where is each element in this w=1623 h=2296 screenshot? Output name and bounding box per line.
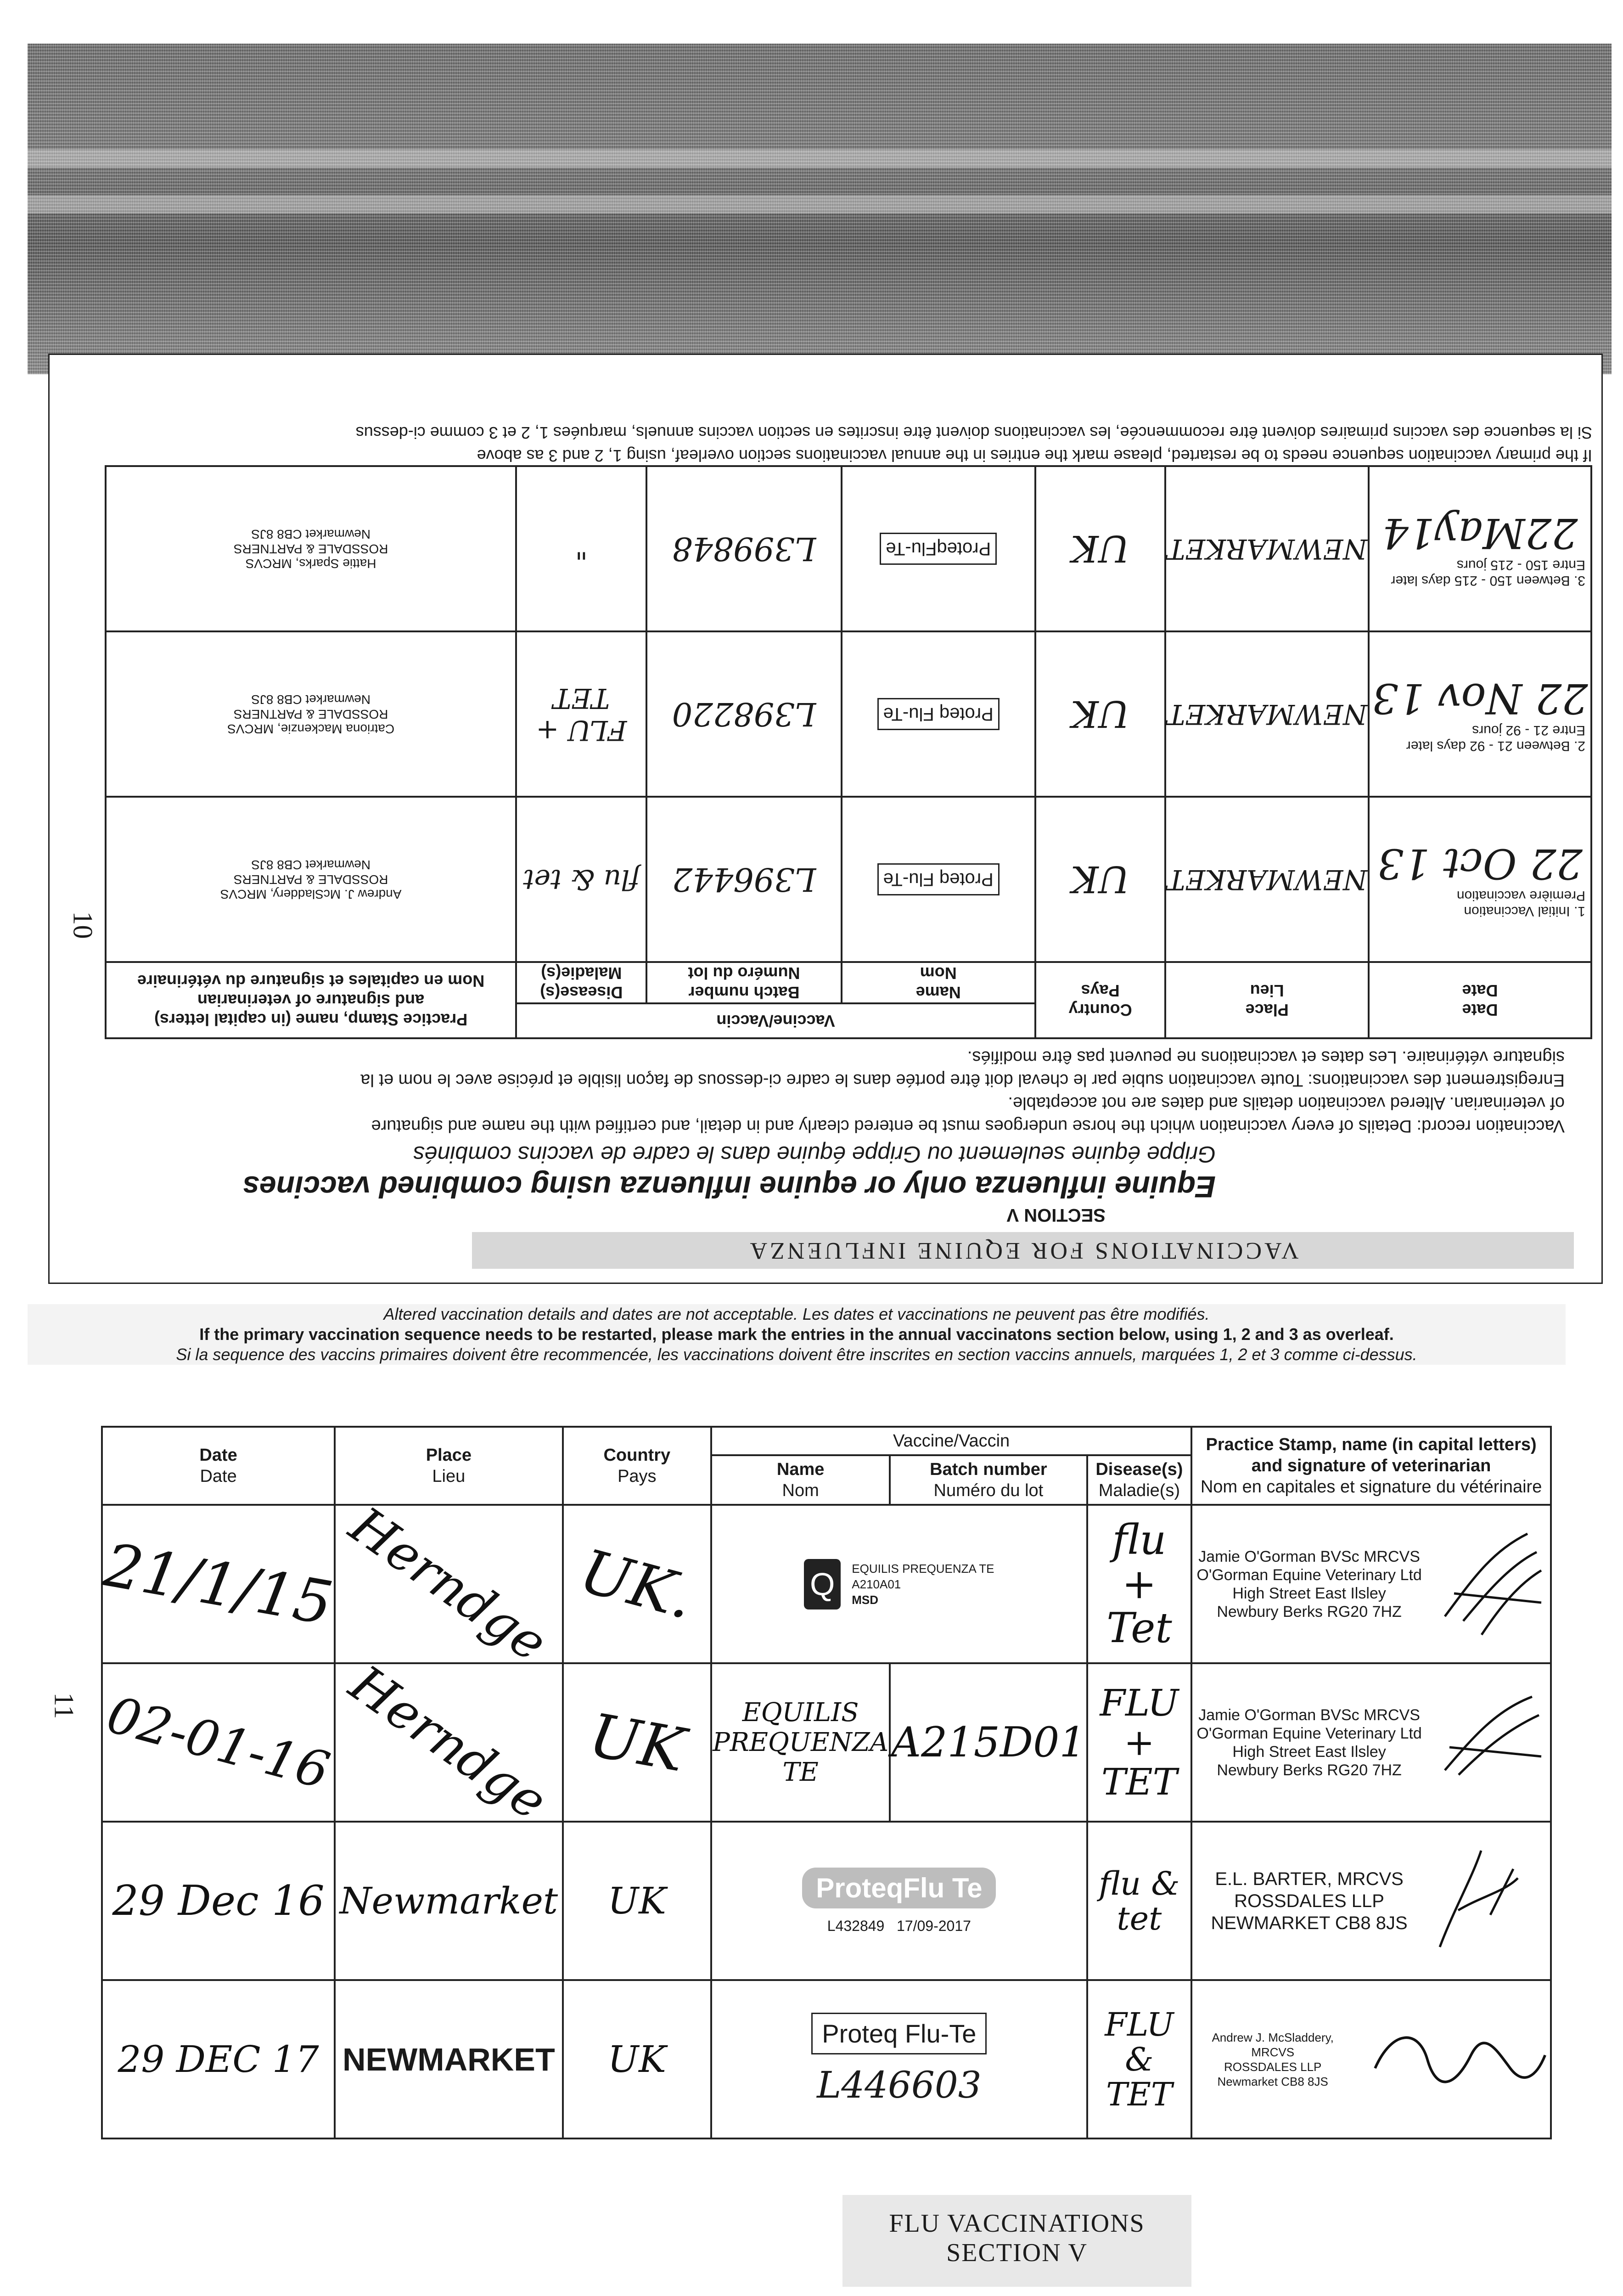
stamp-line: Catriona Mackenzie, MRCVS [227,722,395,736]
flip-cell-stamp [106,466,516,631]
stamp-line: Hattie Sparks, MRCVS [245,557,376,571]
flip-cell-batch: L399848 [646,466,841,631]
header-text: Lieu [432,1467,466,1486]
cell-disease: flu + Tet [1087,1505,1192,1663]
vaccination-table [101,1426,1552,2139]
vet-stamp [1196,1706,1421,1779]
row-label-text: Entre 150 - 215 jours [1456,557,1585,573]
flipped-section-label: SECTION V [1006,1205,1106,1225]
row-label [1370,888,1590,919]
flip-cell-name [842,631,1035,797]
table-row [102,1822,1551,1980]
stamp-line: Newbury Berks RG20 7HZ [1217,1761,1402,1779]
stamp-line: O'Gorman Equine Veterinary Ltd [1196,1566,1422,1584]
row-label-text: Première vaccination [1456,888,1585,904]
cell-country: UK [563,1822,712,1980]
stamp-line: Newmarket CB8 8JS [251,858,371,872]
row-label-text: Entre 21 - 92 jours [1472,723,1585,738]
notice-line: Altered vaccination details and dates are not acceptable. Les dates et vaccinations ne peuvent pas être modifiés. [383,1305,1210,1323]
vaccine-sticker: Proteq Flu-Te [877,698,1000,731]
flip-col-date [1369,962,1591,1038]
flip-cell-country: UK [1035,631,1166,797]
header-text: Batch number [688,983,800,1002]
stamp-line: Newbury Berks RG20 7HZ [1217,1603,1402,1621]
flip-col-place [1165,962,1369,1038]
flip-col-country [1035,962,1166,1038]
flip-cell-date [1369,797,1591,962]
vet-stamp-block [1193,2000,1550,2119]
header-text: Practice Stamp, name (in capital letters) [1206,1435,1537,1454]
flip-col-batch [646,962,841,1003]
cell-batch: L446603 [817,2063,982,2106]
footer-section-label [842,2195,1191,2287]
flip-cell-disease: flu & tet [516,797,646,962]
footer-line: FLU VACCINATIONS [889,2209,1145,2238]
sticker-text [852,1561,994,1608]
header-text: Pays [1081,981,1120,1000]
flip-cell-country: UK [1035,466,1166,631]
stamp-line: Newmarket CB8 8JS [251,692,371,707]
header-text: Nom en capitales et signature du vétérinaire [137,972,485,990]
header-text: Practice Stamp, name (in capital letters) [154,1010,468,1029]
stamp-line: ROSSDALES LLP [1224,2060,1322,2074]
header-text: Nom [782,1481,819,1500]
cell-place: Herndge [310,1612,588,1873]
vaccine-label-sticker [713,1559,1086,1609]
cell-disease: FLU + TET [1087,1663,1192,1822]
table-row [102,1663,1551,1822]
page-number-11: 11 [49,1692,79,1719]
stamp-line: Andrew J. McSladdery, MRCVS [1212,2030,1334,2059]
stamp-line: Jamie O'Gorman BVSc MRCVS [1198,1548,1420,1565]
cell-name: EQUILIS PREQUENZA TE [711,1663,890,1822]
vaccination-notices [28,1304,1566,1365]
cell-stamp [1191,1663,1551,1822]
cell-country: UK [563,1980,712,2138]
flip-cell-disease: " [516,466,646,631]
cell-place: Newmarket [335,1822,562,1980]
table-row [102,1505,1551,1663]
flipped-instruction: Enregistrement des vaccinations: Toute vaccination subie par le cheval doit être portée dans le cadre ci-dessous de façon lisible et précise avec le nom et la [360,1070,1565,1090]
sticker-batch: A210A01 [852,1577,901,1591]
stamp-line: Newmarket CB8 8JS [1217,2074,1328,2088]
flip-cell-date [1369,631,1591,797]
header-text: Place [426,1446,472,1465]
flipped-section-header: VACCINATIONS FOR EQUINE INFLUENZA [472,1232,1574,1269]
flip-col-stamp [106,962,516,1038]
flipped-page-10 [48,354,1603,1284]
sticker-batch-expiry [713,1918,1086,1935]
cell-stamp [1191,1505,1551,1663]
header-text: Place [1245,1001,1289,1019]
hw-date: 22 Nov 13 [1372,674,1588,723]
header-text: Disease(s) [540,983,623,1002]
cell-vaccine-sticker [711,1822,1087,1980]
cell-stamp [1191,1980,1551,2138]
scanned-background-band [28,44,1612,374]
flipped-instruction: Vaccination record: Details of every vaccination which the horse undergoes must be entered clearly and in detail, and certified with the name and signature [371,1116,1565,1136]
vet-stamp-block [1193,1841,1550,1961]
flip-cell-place: NEWMARKET [1165,466,1369,631]
cell-date: 29 DEC 17 [102,1980,335,2138]
header-text: Date [1462,1001,1498,1019]
header-text: Country [1068,1001,1132,1019]
stamp-line: High Street East Ilsley [1232,1743,1386,1761]
notice-line: Si la sequence des vaccins primaires doivent être recommencée, les vaccinations doivent être inscrites en section vaccins annuels, marquées 1, 2 et 3 comme ci-dessus. [176,1345,1417,1364]
flipped-section-title: Equine influenza only or equine influenza using combined vaccines [242,1170,1216,1204]
page-number-10: 10 [67,911,98,939]
signature-icon [1436,1525,1546,1644]
header-text: Country [603,1446,671,1465]
stamp-line: High Street East Ilsley [1232,1584,1386,1602]
vet-stamp-block [1193,1683,1550,1802]
header-text: Date [200,1467,237,1486]
header-text: Date [1462,981,1498,1000]
vet-stamp [1196,1548,1421,1621]
sticker-batch: L432849 [827,1917,885,1934]
stamp-line: ROSSDALE & PARTNERS [233,872,388,887]
header-text: Maladie(s) [541,964,622,983]
stamp-line: Jamie O'Gorman BVSc MRCVS [1198,1706,1420,1724]
col-batch [890,1455,1087,1505]
cell-disease: flu & tet [1087,1822,1192,1980]
header-text: Pays [618,1467,657,1486]
stamp-line: Newmarket CB8 8JS [251,527,371,541]
notice-line: If the primary vaccination sequence needs to be restarted, please mark the entries in the annual vaccinatons section below, using 1, 2 and 3 as overleaf. [199,1325,1394,1344]
header-text: Nom [920,964,957,983]
header-text: Name [776,1460,825,1479]
col-stamp [1191,1427,1551,1505]
stamp-line: NEWMARKET CB8 8JS [1211,1913,1408,1933]
signature-icon [1436,1683,1546,1802]
cell-country: UK [550,1652,724,1834]
header-text: Lieu [1250,981,1284,1000]
flip-cell-name [842,797,1035,962]
vaccine-sticker: Proteq Flu-Te [811,2013,987,2054]
cell-vaccine-sticker [711,1980,1087,2138]
flip-table-row [106,466,1591,631]
header-text: Numéro du lot [933,1481,1044,1500]
cell-disease: FLU & TET [1087,1980,1192,2138]
cell-batch: A215D01 [890,1663,1087,1822]
vet-stamp [1211,1868,1407,1934]
cell-date: 02-01-16 [85,1636,351,1849]
flipped-instruction: signature vétérinaire. Les dates et vaccinations ne peuvent pas être modifiés. [967,1047,1565,1067]
col-vaccine: Vaccine/Vaccin [711,1427,1191,1455]
proteqflu-logo-sticker: ProteqFlu Te [802,1868,996,1908]
row-label-text: 1. Initial Vaccination [1464,904,1585,919]
flip-cell-disease: FLU + TET [516,631,646,797]
sticker-brand: MSD [852,1593,879,1607]
flip-cell-stamp [106,631,516,797]
footer-line: SECTION V [946,2239,1088,2267]
flip-cell-place: NEWMARKET [1165,797,1369,962]
header-text: and signature of veterinarian [1251,1456,1491,1475]
flip-table-row [106,797,1591,962]
vaccine-sticker: ProteqFlu-Te [880,533,997,565]
signature-icon [1421,1841,1532,1961]
header-text: Batch number [930,1460,1047,1479]
header-text: and signature of veterinarian [197,991,425,1010]
row-label-text: 3. Between 150 - 215 days later [1391,573,1585,589]
flip-col-name [842,962,1035,1003]
stamp-line: Andrew J. McSladdery, MRCVS [220,887,402,901]
table-row [102,1980,1551,2138]
flipped-section-subtitle: Grippe équine seulement ou Grippe équine dans le cadre de vaccins combinés [413,1142,1216,1167]
flip-col-vaccine: Vaccine/Vaccin [516,1003,1035,1038]
stamp-line: ROSSDALES LLP [1234,1891,1384,1911]
flipped-footer-note: If the primary vaccination sequence needs to be restarted, please mark the entries in the annual vaccinations section overleaf, using 1, 2 and 3 as above [477,446,1592,465]
sticker-expiry: 17/09-2017 [897,1917,971,1934]
hw-date: 22May14 [1382,509,1578,557]
cell-place: NEWMARKET [335,1980,562,2138]
header-text: Maladie(s) [1098,1481,1180,1500]
flip-cell-stamp [106,797,516,962]
equilis-logo-icon: Q [804,1559,841,1609]
cell-date: 29 Dec 16 [102,1822,335,1980]
flip-cell-date [1369,466,1591,631]
flip-cell-country: UK [1035,797,1166,962]
cell-vaccine-sticker [711,1505,1087,1663]
flipped-vaccination-table [105,465,1592,1039]
hw-date: 22 Oct 13 [1377,839,1583,888]
flip-cell-name [842,466,1035,631]
cell-place: Herndge [310,1454,588,1714]
vet-stamp-block [1193,1525,1550,1644]
cell-country: UK. [545,1488,729,1680]
cell-stamp [1191,1822,1551,1980]
header-text: Nom en capitales et signature du vétérinaire [1200,1477,1542,1497]
stamp-line: O'Gorman Equine Veterinary Ltd [1196,1724,1422,1742]
row-label-text: 2. Between 21 - 92 days later [1406,738,1585,754]
stamp-line: ROSSDALE & PARTNERS [233,707,388,721]
header-text: Date [199,1446,237,1465]
flip-cell-batch: L398220 [646,631,841,797]
stamp-line: ROSSDALE & PARTNERS [233,542,388,556]
header-text: Disease(s) [1095,1460,1183,1479]
flip-table-row [106,631,1591,797]
flipped-footer-note: Si la sequence des vaccins primaires doivent être recommencée, les vaccinations doivent être inscrites en section vaccins annuels, marquées 1, 2 et 3 comme ci-dessus [355,423,1592,442]
col-name [711,1455,890,1505]
header-text: Name [915,983,961,1002]
row-label [1370,723,1590,754]
signature-icon [1366,2000,1550,2119]
vaccine-sticker: Proteq Flu-Te [877,864,1000,896]
scan-stripe [28,149,1612,168]
flip-col-disease [516,962,646,1003]
col-disease [1087,1455,1192,1505]
flip-cell-place: NEWMARKET [1165,631,1369,797]
cell-date: 21/1/15 [90,1486,347,1683]
flipped-instruction: of veterinarian. Altered vaccination details and dates are not acceptable. [1008,1093,1565,1113]
stamp-line: E.L. BARTER, MRCVS [1215,1868,1404,1889]
scan-stripe [28,195,1612,214]
sticker-vaccine-name: EQUILIS PREQUENZA TE [852,1561,994,1576]
flip-cell-batch: L396442 [646,797,841,962]
row-label [1370,557,1590,589]
vet-stamp [1193,2030,1353,2089]
header-text: Numéro du lot [688,964,800,983]
